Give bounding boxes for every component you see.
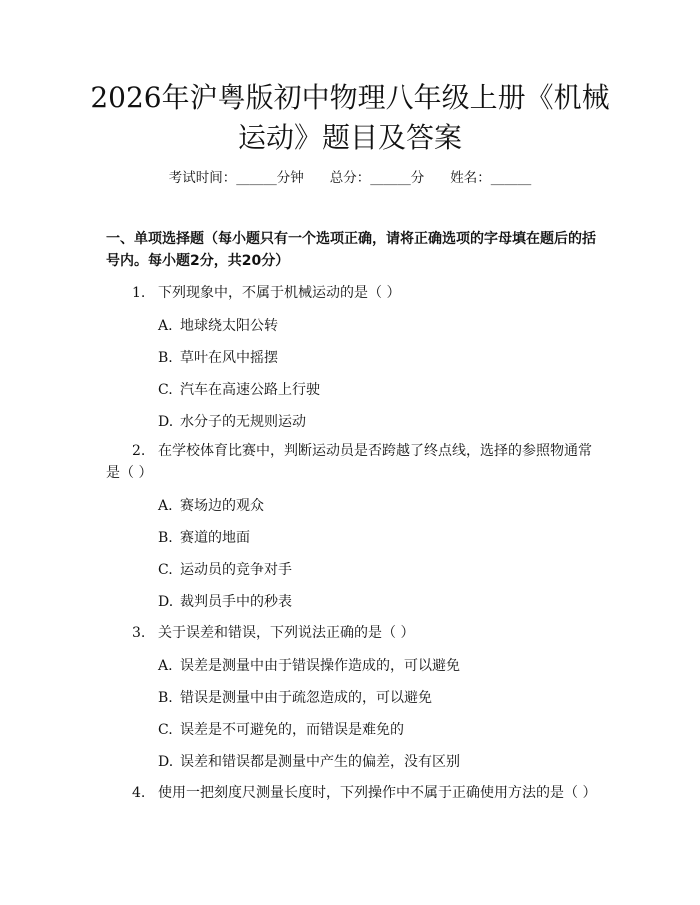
option-letter: C.: [158, 562, 173, 578]
option-letter: A.: [158, 498, 173, 514]
option-text: 误差是不可避免的，而错误是难免的: [180, 722, 404, 738]
question-3-option-a: [158, 656, 598, 676]
question-1-option-c: [158, 380, 598, 400]
student-name-label: 姓名：______: [450, 170, 532, 186]
option-letter: B.: [158, 690, 173, 706]
option-text: 草叶在风中摇摆: [180, 350, 278, 366]
total-score-label: 总分：______分: [329, 170, 425, 186]
question-number: 2.: [132, 443, 146, 459]
option-letter: B.: [158, 530, 173, 546]
option-letter: D.: [158, 754, 174, 770]
page-title: 2026年沪粤版初中物理八年级上册《机械运动》题目及答案: [90, 81, 610, 154]
question-2-option-b: [158, 528, 598, 548]
question-text: 下列现象中，不属于机械运动的是（ ）: [158, 285, 401, 301]
option-text: 误差是测量中由于错误操作造成的，可以避免: [180, 658, 460, 674]
option-letter: C.: [158, 382, 173, 398]
option-text: 赛场边的观众: [180, 498, 264, 514]
option-text: 赛道的地面: [180, 530, 250, 546]
option-letter: D.: [158, 594, 174, 610]
question-text: 使用一把刻度尺测量长度时，下列操作中不属于正确使用方法的是（ ）: [158, 785, 597, 801]
option-letter: D.: [158, 414, 174, 430]
question-2-option-d: [158, 592, 598, 612]
question-2-option-c: [158, 560, 598, 580]
question-text: 在学校体育比赛中，判断运动员是否跨越了终点线，选择的参照物通常是（ ）: [106, 443, 592, 481]
question-text: 关于误差和错误，下列说法正确的是（ ）: [158, 625, 415, 641]
option-letter: B.: [158, 350, 173, 366]
exam-meta: [0, 168, 700, 188]
option-letter: A.: [158, 658, 173, 674]
question-1-option-a: [158, 316, 598, 336]
option-text: 地球绕太阳公转: [180, 318, 278, 334]
question-3: [106, 622, 602, 644]
question-1-option-b: [158, 348, 598, 368]
option-text: 水分子的无规则运动: [180, 414, 306, 430]
option-letter: A.: [158, 318, 173, 334]
option-text: 错误是测量中由于疏忽造成的，可以避免: [180, 690, 432, 706]
option-text: 运动员的竞争对手: [180, 562, 292, 578]
question-1: [106, 282, 602, 304]
question-1-option-d: [158, 412, 598, 432]
question-4: [106, 782, 602, 804]
question-3-option-c: [158, 720, 598, 740]
question-3-option-b: [158, 688, 598, 708]
option-letter: C.: [158, 722, 173, 738]
option-text: 汽车在高速公路上行驶: [180, 382, 320, 398]
question-2: [106, 440, 602, 484]
section-heading: 一、单项选择题（每小题只有一个选项正确，请将正确选项的字母填在题后的括号内。每小题2分，共20分）: [106, 231, 596, 269]
question-3-option-d: [158, 752, 598, 772]
question-number: 4.: [132, 785, 146, 801]
exam-time-label: 考试时间：______分钟: [168, 170, 304, 186]
question-number: 1.: [132, 285, 146, 301]
option-text: 裁判员手中的秒表: [180, 594, 292, 610]
question-2-option-a: [158, 496, 598, 516]
option-text: 误差和错误都是测量中产生的偏差，没有区别: [180, 754, 460, 770]
question-number: 3.: [132, 625, 146, 641]
